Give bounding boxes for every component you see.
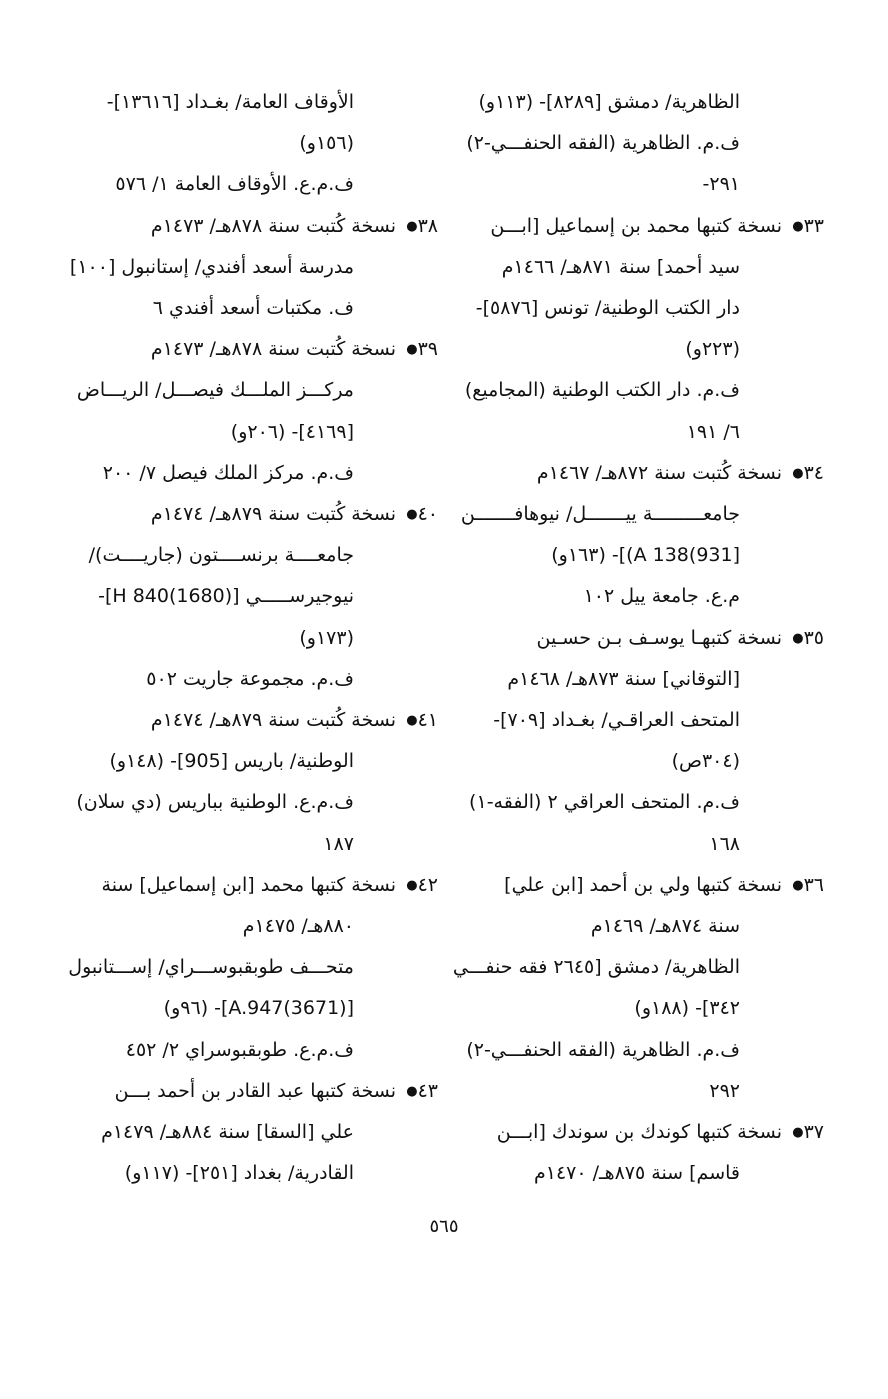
line-text: ف.م.ع. الوطنية بباريس (دي سلان) [76,791,354,814]
entry-line [54,824,396,865]
line-text: (١٥٦و) [299,132,354,155]
entry-number-text: ٤١ [417,709,438,732]
entry-line [446,164,782,205]
line-text: نسخة كتبها عبد القادر بن أحمد بـــن [114,1079,396,1102]
right-column [446,82,824,1194]
entry-number-text: ٤٢ [417,873,438,896]
line-text: ٢٩٢ [709,1079,740,1102]
page-number: ٥٦٥ [429,1216,459,1237]
entry-line [446,82,782,123]
line-text: نسخة كتبها كوندك بن سوندك [ابـــن [496,1121,782,1144]
manuscript-entry [446,453,824,618]
entry-line [446,700,782,741]
entry-line [446,412,782,453]
entry-number-text: ٤٠ [417,503,438,526]
entry-line [446,947,782,988]
entry-line [54,1153,396,1194]
entry-line [446,618,824,659]
line-text: نسخة كتبها ولي بن أحمد [ابن علي] [504,873,782,896]
entry-number-text: ٣٤ [803,461,824,484]
entry-line [446,329,782,370]
entry-line [446,206,824,247]
entry-number [396,494,438,535]
line-text: المتحف العراقـي/ بغـداد [٧٠٩]- [493,709,740,732]
line-text: ف.م. دار الكتب الوطنية (المجاميع) [464,379,740,402]
entry-line [54,576,396,617]
entry-line [54,1112,396,1153]
entry-line [446,288,782,329]
entry-line [54,82,396,123]
entry-number-text: ٣٣ [803,214,824,237]
entry-line [446,782,782,823]
entry-line [446,988,782,1029]
line-text: [٤١٦٩]- (٢٠٦و) [230,420,354,443]
line-text: القادرية/ بغداد [٢٥١]- (١١٧و) [124,1162,354,1185]
entry-number [396,329,438,370]
entry-number [782,618,824,659]
entry-number-text: ٤٣ [417,1079,438,1102]
line-text: متحـــف طوبقبوســـراي/ إســـتانبول [68,956,354,979]
entry-number [782,453,824,494]
entry-number-text: ٣٦ [803,873,824,896]
line-text: دار الكتب الوطنية/ تونس [٥٨٧٦]- [475,297,740,320]
entry-line [446,1030,782,1071]
manuscript-entry [446,1112,824,1194]
entry-number [396,1071,438,1112]
entry-number [782,865,824,906]
entry-line [446,1071,782,1112]
entry-line [54,659,396,700]
entry-line [54,947,396,988]
line-text: نيوجيرســـــي [H 840(1680)]- [98,585,354,608]
entry-number-text: ٣٨ [417,214,438,237]
bullet-icon: ● [792,877,804,893]
line-text: [التوقاني] سنة ٨٧٣هـ/ ١٤٦٨م [507,667,740,690]
line-text: قاسم] سنة ٨٧٥هـ/ ١٤٧٠م [533,1162,740,1185]
entry-line [54,412,396,453]
bullet-icon: ● [406,1083,418,1099]
line-text: نسخة كتبهـا يوسـف بـن حسـين [536,626,782,649]
entry-line [446,824,782,865]
line-text: ف. مكتبات أسعد أفندي ٦ [152,297,354,320]
entry-line [54,535,396,576]
line-text: جامعـــــــــة ييـــــــل/ نيوهافـــــــن [460,503,740,526]
line-text: ف.م. المتحف العراقي ٢ (الفقه-١) [469,791,740,814]
entry-number-text: ٣٩ [417,338,438,361]
line-text: علي [السقا] سنة ٨٨٤هـ/ ١٤٧٩م [101,1121,354,1144]
bullet-icon: ● [406,507,418,523]
entry-line [446,1153,782,1194]
bullet-icon: ● [792,1125,804,1141]
manuscript-entry [54,329,438,494]
line-text: جامعــــة برنســــتون (جاريــــت)/ [88,544,354,567]
manuscript-entry [446,865,824,1112]
line-text: الأوقاف العامة/ بغـداد [١٣٦١٦]- [106,91,354,113]
entry-number [396,865,438,906]
manuscript-entry [54,82,396,206]
line-text: سنة ٨٧٤هـ/ ١٤٦٩م [590,915,740,938]
entry-line [54,1030,396,1071]
bullet-icon: ● [792,465,804,481]
entry-line [54,453,396,494]
line-text: نسخة كُتبت سنة ٨٧٩هـ/ ١٤٧٤م [150,709,396,732]
line-text: (١٧٣و) [299,626,354,649]
line-text: الظاهرية/ دمشق [٢٦٤٥ فقه حنفـــي [452,956,740,979]
manuscript-entry [54,700,438,865]
line-text: (٣٠٤ص) [671,750,740,773]
entry-line [54,865,438,906]
entry-line [446,453,824,494]
line-text: مركـــز الملـــك فيصـــل/ الريـــاض [76,379,354,402]
line-text: الظاهرية/ دمشق [٨٢٨٩]- (١١٣و) [478,91,740,113]
line-text: ٣٤٢]- (١٨٨و) [634,997,740,1020]
manuscript-entry [54,206,438,330]
bullet-icon: ● [406,218,418,234]
entry-line [54,700,438,741]
bullet-icon: ● [406,713,418,729]
line-text: ف.م.ع. الأوقاف العامة ١/ ٥٧٦ [115,173,354,196]
entry-line [446,370,782,411]
manuscript-entry [54,1071,438,1195]
line-text: ١٨٧ [323,832,354,855]
entry-line [446,741,782,782]
line-text: م.ع. جامعة ييل ١٠٢ [583,585,740,608]
entry-number [396,206,438,247]
line-text: ف.م. مركز الملك فيصل ٧/ ٢٠٠ [102,461,354,484]
manuscript-entry [54,865,438,1071]
line-text: ٢٩١- [702,173,740,196]
entry-line [54,164,396,205]
line-text: نسخة كُتبت سنة ٨٧٩هـ/ ١٤٧٤م [150,503,396,526]
bullet-icon: ● [406,877,418,893]
entry-line [54,741,396,782]
manuscript-entry [446,206,824,453]
line-text: نسخة كتبها محمد بن إسماعيل [ابـــن [490,214,782,237]
line-text: ف.م.ع. طوبقبوسراي ٢/ ٤٥٢ [125,1038,354,1061]
entry-number [782,1112,824,1153]
entry-line [54,247,396,288]
line-text: نسخة كُتبت سنة ٨٧٨هـ/ ١٤٧٣م [150,214,396,237]
bullet-icon: ● [406,342,418,358]
entry-line [446,865,824,906]
entry-number [782,206,824,247]
entry-line [54,906,396,947]
entry-line [446,576,782,617]
entry-line [446,906,782,947]
line-text: (٢٢٣و) [685,338,740,361]
entry-line [446,494,782,535]
line-text: ف.م. الظاهرية (الفقه الحنفـــي-٢) [466,132,740,155]
entry-line [54,206,438,247]
entry-number [396,700,438,741]
entry-line [54,123,396,164]
line-text: ف.م. الظاهرية (الفقه الحنفـــي-٢) [466,1038,740,1061]
entry-line [446,123,782,164]
line-text: سيد أحمد] سنة ٨٧١هـ/ ١٤٦٦م [501,255,740,278]
line-text: ٨٨٠هـ/ ١٤٧٥م [242,915,354,938]
manuscript-entry [446,82,782,206]
line-text: [931)A 138)]- (١٦٣و) [551,544,740,567]
entry-line [54,494,438,535]
entry-line [54,782,396,823]
entry-line [446,535,782,576]
entry-line [54,329,438,370]
line-text: نسخة كُتبت سنة ٨٧٨هـ/ ١٤٧٣م [150,338,396,361]
line-text: الوطنية/ باريس [905]- (١٤٨و) [109,750,354,773]
line-text: نسخة كتبها محمد [ابن إسماعيل] سنة [101,873,396,896]
entry-line [446,1112,824,1153]
line-text: ف.م. مجموعة جاريت ٥٠٢ [146,667,354,690]
entry-line [446,659,782,700]
bullet-icon: ● [792,218,804,234]
entry-number-text: ٣٧ [803,1121,824,1144]
left-column [54,82,438,1194]
line-text: نسخة كُتبت سنة ٨٧٢هـ/ ١٤٦٧م [536,461,782,484]
entry-line [446,247,782,288]
manuscript-entry [446,618,824,865]
entry-line [54,618,396,659]
entry-number-text: ٣٥ [803,626,824,649]
line-text: ٦/ ١٩١ [686,420,740,443]
line-text: [A.947(3671)]- (٩٦و) [163,997,354,1020]
manuscript-entry [54,494,438,700]
entry-line [54,288,396,329]
line-text: مدرسة أسعد أفندي/ إستانبول [١٠٠] [69,255,354,278]
entry-line [54,1071,438,1112]
line-text: ١٦٨ [709,832,740,855]
entry-line [54,988,396,1029]
entry-line [54,370,396,411]
bullet-icon: ● [792,630,804,646]
